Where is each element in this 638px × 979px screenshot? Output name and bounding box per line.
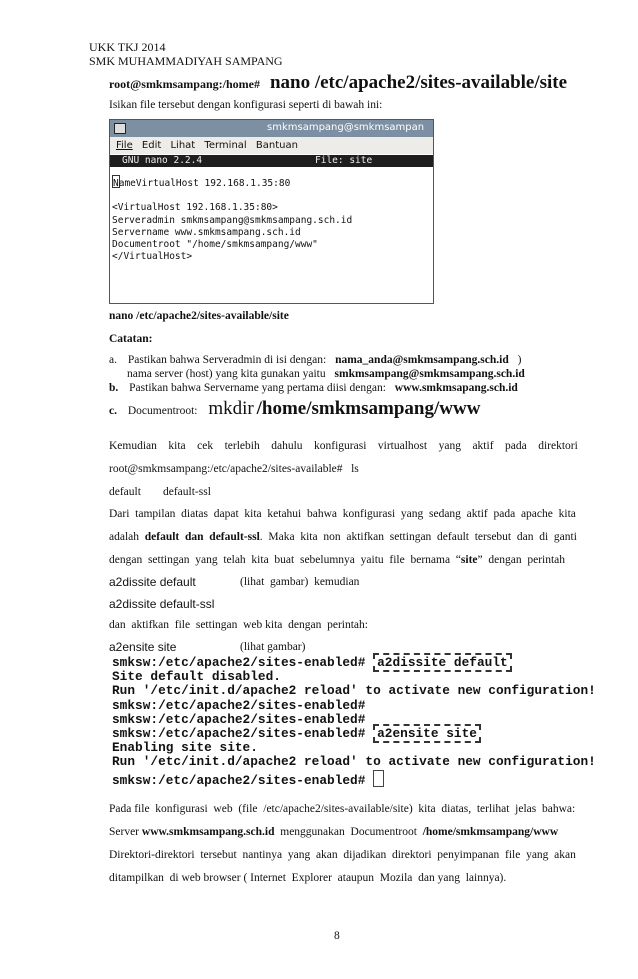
highlight-a2ensite: a2ensite site: [373, 724, 481, 743]
terminal-menubar: [110, 137, 433, 154]
nano-version: GNU nano 2.2.4: [122, 155, 203, 166]
command-text: nano /etc/apache2/sites-available/site: [269, 72, 568, 93]
editor-line: Documentroot "/home/smkmsampang/www": [112, 239, 318, 251]
note-a-value: nama_anda@smkmsampang.sch.id: [335, 354, 509, 366]
menu-item-lihat[interactable]: Lihat: [170, 140, 196, 151]
cmd-a2ensite-note: (lihat gambar): [240, 641, 306, 653]
cmd-a2ensite: a2ensite site: [109, 640, 177, 654]
terminal-window-icon: [114, 123, 126, 134]
note-item-a-cont: [127, 368, 525, 380]
paragraph-line: Direktori-direktori tersebut nantinya yang akan dijadikan direktori penyimpanan file yang akan: [109, 849, 576, 861]
note-b-value: www.smkmsapang.sch.id: [394, 382, 518, 394]
note-b-text: Pastikan bahwa Servername yang pertama diisi dengan:: [129, 382, 386, 394]
shell-prompt: smksw:/etc/apache2/sites-enabled#: [112, 772, 366, 788]
note-a-close: ): [517, 354, 522, 366]
cmd-a2dissite-default: a2dissite default: [109, 575, 196, 589]
catatan-label: Catatan:: [109, 333, 153, 345]
paragraph-line: dengan settingan yang telah kita buat sebelumnya yaitu file bernama “site” dengan perintah: [109, 554, 566, 566]
note-c-marker: c.: [109, 405, 117, 417]
terminal-title: smkmsampang@smkmsampan: [267, 122, 425, 133]
shell-prompt: smksw:/etc/apache2/sites-enabled#: [112, 697, 366, 713]
paragraph-line: ditampilkan di web browser ( Internet Explorer ataupun Mozila dan yang lainnya).: [109, 872, 507, 884]
intro-text: Isikan file tersebut dengan konfigurasi seperti di bawah ini:: [109, 99, 383, 111]
shell-output: [112, 656, 596, 788]
ls-output-default-ssl: default-ssl: [163, 486, 211, 498]
command-prompt: root@smkmsampang:/home#: [109, 77, 260, 91]
note-item-c: [109, 398, 480, 420]
shell-line: Run '/etc/init.d/apache2 reload' to activate new configuration!: [112, 754, 596, 770]
shell-prompt: smksw:/etc/apache2/sites-enabled#: [112, 726, 366, 742]
cmd-a2dissite-default-ssl: a2dissite default-ssl: [109, 597, 215, 611]
note-item-b: [109, 382, 518, 394]
paragraph-line: adalah default dan default-ssl. Maka kita non aktifkan settingan default tersebut dan di ganti: [109, 531, 577, 543]
shell-line: Site default disabled.: [112, 669, 281, 685]
note-a2-text: nama server (host) yang kita gunakan yaitu: [127, 368, 326, 380]
paragraph-line: Server www.smkmsampang.sch.id menggunakan Documentroot /home/smkmsampang/www: [109, 826, 559, 838]
shell-prompt: smksw:/etc/apache2/sites-enabled#: [112, 711, 366, 727]
note-c-text: Documentroot:: [127, 405, 198, 417]
shell-cursor: [373, 770, 384, 787]
header-line-1: UKK TKJ 2014: [89, 40, 166, 54]
cmd-a2dissite-note: (lihat gambar) kemudian: [240, 576, 360, 588]
menu-item-edit[interactable]: Edit: [141, 140, 162, 151]
editor-line: Servername www.smkmsampang.sch.id: [112, 226, 301, 238]
highlight-a2dissite: a2dissite default: [373, 653, 512, 672]
note-item-a: [109, 354, 521, 366]
ls-output-default: default: [109, 486, 141, 498]
ls-command-line: root@smkmsampang:/etc/apache2/sites-available# ls: [109, 463, 359, 475]
note-a2-value: smkmsampang@smkmsampang.sch.id: [334, 368, 525, 380]
editor-line: NameVirtualHost 192.168.1.35:80: [113, 178, 291, 189]
figure-caption: nano /etc/apache2/sites-available/site: [109, 310, 289, 322]
shell-line: Run '/etc/init.d/apache2 reload' to activate new configuration!: [112, 683, 596, 699]
menu-item-file[interactable]: File: [116, 140, 133, 151]
nano-editor-body[interactable]: [110, 167, 433, 263]
note-a-marker: a.: [109, 354, 117, 366]
paragraph-line: Dari tampilan diatas dapat kita ketahui bahwa konfigurasi yang sedang aktif pada apache kita: [109, 508, 576, 520]
header-line-2: SMK MUHAMMADIYAH SAMPANG: [89, 54, 283, 68]
editor-line: <VirtualHost 192.168.1.35:80>: [112, 202, 278, 214]
menu-item-bantuan[interactable]: Bantuan: [255, 140, 298, 151]
note-b-marker: b.: [109, 382, 119, 394]
note-c-cmd: mkdir: [208, 398, 254, 419]
shell-line: Enabling site site.: [112, 740, 258, 756]
command-heading: [109, 72, 567, 94]
paragraph-check-line: Kemudian kita cek terlebih dahulu konfigurasi virtualhost yang aktif pada direktori: [109, 440, 578, 452]
menu-item-terminal[interactable]: Terminal: [204, 140, 247, 151]
shell-prompt: smksw:/etc/apache2/sites-enabled#: [112, 655, 366, 670]
nano-header-bar: [110, 155, 433, 167]
page-number: 8: [334, 930, 340, 942]
paragraph-line: Pada file konfigurasi web (file /etc/apache2/sites-available/site) kita diatas, terlihat jelas bahwa:: [109, 803, 576, 815]
nano-filename: File: site: [315, 155, 373, 166]
terminal-titlebar: [110, 120, 433, 137]
editor-line: </VirtualHost>: [112, 251, 193, 263]
enable-line: dan aktifkan file settingan web kita dengan perintah:: [109, 619, 368, 631]
note-c-value: /home/smkmsampang/www: [256, 398, 481, 419]
note-a-text: Pastikan bahwa Serveradmin di isi dengan:: [127, 354, 327, 366]
terminal-screenshot: [109, 119, 434, 304]
editor-line: Serveradmin smkmsampang@smkmsampang.sch.id: [112, 214, 353, 226]
